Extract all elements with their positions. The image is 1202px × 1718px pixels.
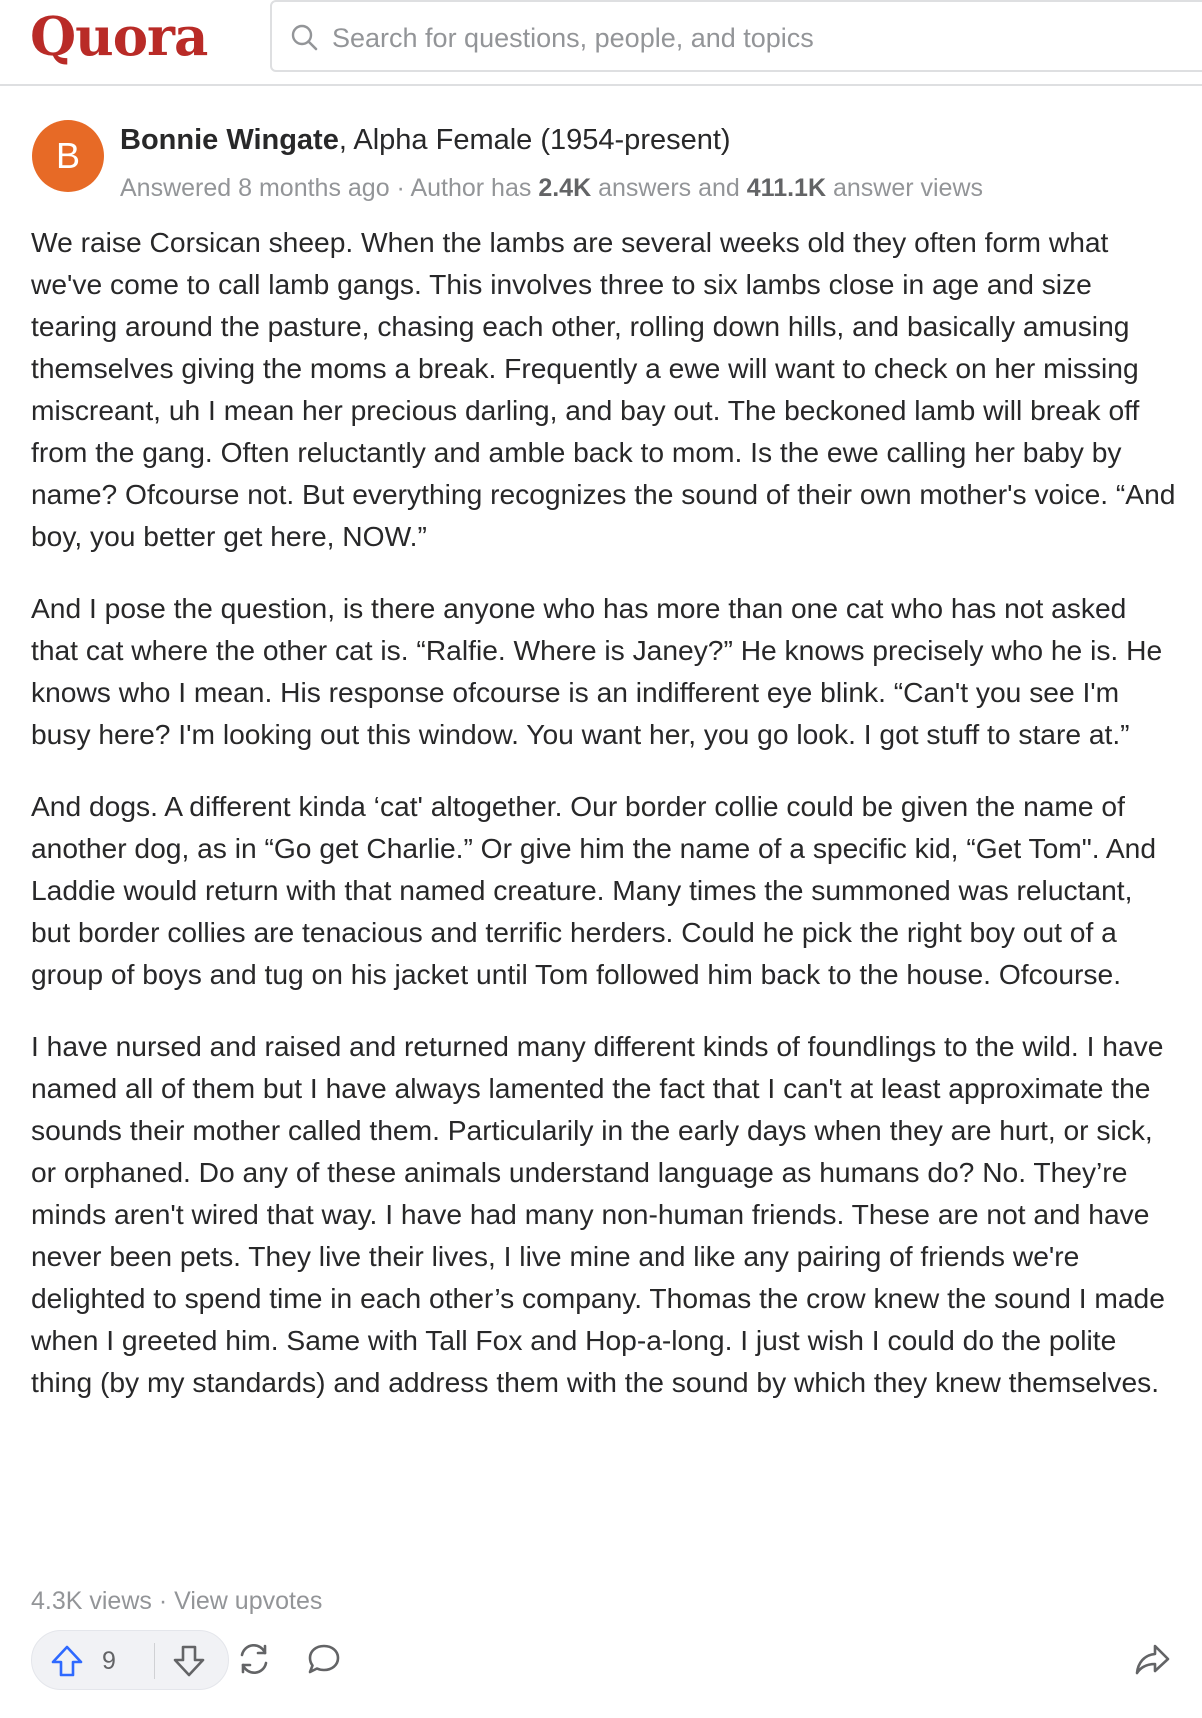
answers-and-label: answers and xyxy=(591,174,747,202)
vote-divider xyxy=(154,1643,155,1679)
share-button[interactable] xyxy=(1133,1640,1173,1680)
search-icon xyxy=(290,23,318,51)
answer-paragraph: We raise Corsican sheep. When the lambs are several weeks old they often form what we've come to call lamb gangs. This involves three to six lambs close in age and size tearing around the pasture, chasing each other, rolling down hills, and basically amusing themselves giving the moms a break. Frequently a ewe will want to check on her missing miscreant, uh I mean her precious darling, and bay out. The beckoned lamb will break off from the gang. Often reluctantly and amble back to mom. Is the ewe calling her baby by name? Ofcourse not. But everything recognizes the sound of their own mother's voice. “And boy, you better get here, NOW.” xyxy=(31,226,1176,552)
views-count: 411.1K xyxy=(746,174,827,202)
upvote-arrow-icon xyxy=(50,1644,84,1678)
author-line xyxy=(120,120,731,160)
downvote-arrow-icon xyxy=(172,1644,206,1678)
quora-logo[interactable]: Quora xyxy=(30,6,208,68)
answer-body xyxy=(31,221,1176,1433)
share-repost-button[interactable] xyxy=(235,1640,275,1680)
comment-bubble-icon xyxy=(305,1640,343,1678)
stats-separator: · xyxy=(151,1587,175,1615)
upvote-count: 9 xyxy=(102,1647,116,1675)
top-header xyxy=(0,0,1202,86)
avatar[interactable]: B xyxy=(32,120,104,192)
meta-separator: · xyxy=(389,174,411,202)
author-has-label: Author has xyxy=(410,174,539,202)
upvote-button[interactable] xyxy=(50,1641,140,1681)
author-credential: , Alpha Female (1954-present) xyxy=(338,124,731,156)
search-bar[interactable] xyxy=(270,0,1202,72)
comment-button[interactable] xyxy=(305,1640,345,1680)
answer-paragraph: And I pose the question, is there anyone who has more than one cat who has not asked that cat where the other cat is. “Ralfie. Where is Janey?” He knows precisely who he is. He knows who I mean. His response ofcourse is an indifferent eye blink. “Can't you see I'm busy here? I'm looking out this window. You want her, you go look. I got stuff to stare at.” xyxy=(31,592,1163,750)
action-bar xyxy=(31,1630,1181,1690)
answer-paragraph: And dogs. A different kinda ‘cat' altogether. Our border collie could be given the name of another dog, as in “Go get Charlie.” Or give him the name of a specific kid, “Get Tom". And Laddie would return with that named creature. Many times the summoned was reluctant, but border collies are tenacious and terrific herders. Could he pick the right boy out of a group of boys and tug on his jacket until Tom followed him back to the house. Ofcourse. xyxy=(31,790,1156,990)
vote-pill xyxy=(31,1630,229,1690)
share-repost-icon xyxy=(235,1640,273,1678)
answers-count: 2.4K xyxy=(538,174,592,202)
answer-stats xyxy=(31,1583,322,1619)
downvote-button[interactable] xyxy=(172,1641,212,1681)
answer-meta xyxy=(120,170,983,206)
view-upvotes-link[interactable]: View upvotes xyxy=(174,1587,323,1615)
share-arrow-icon xyxy=(1133,1640,1171,1678)
search-input[interactable] xyxy=(330,16,1194,60)
views-count-label: 4.3K views xyxy=(31,1587,152,1615)
answer-views-label: answer views xyxy=(826,174,984,202)
author-name[interactable]: Bonnie Wingate xyxy=(120,124,339,156)
answer-paragraph: I have nursed and raised and returned many different kinds of foundlings to the wild. I have named all of them but I have always lamented the fact that I can't at least approximate the sounds their mother called them. Particularily in the early days when they are hurt, or sick, or orphaned. Do any of these animals understand language as humans do? No. They’re minds aren't wired that way. I have had many non-human friends. These are not and have never been pets. They live their lives, I live mine and like any pairing of friends we're delighted to spend time in each other’s company. Thomas the crow knew the sound I made when I greeted him. Same with Tall Fox and Hop-a-long. I just wish I could do the polite thing (by my standards) and address them with the sound by which they knew themselves. xyxy=(31,1030,1165,1398)
answered-date[interactable]: Answered 8 months ago xyxy=(120,174,390,202)
